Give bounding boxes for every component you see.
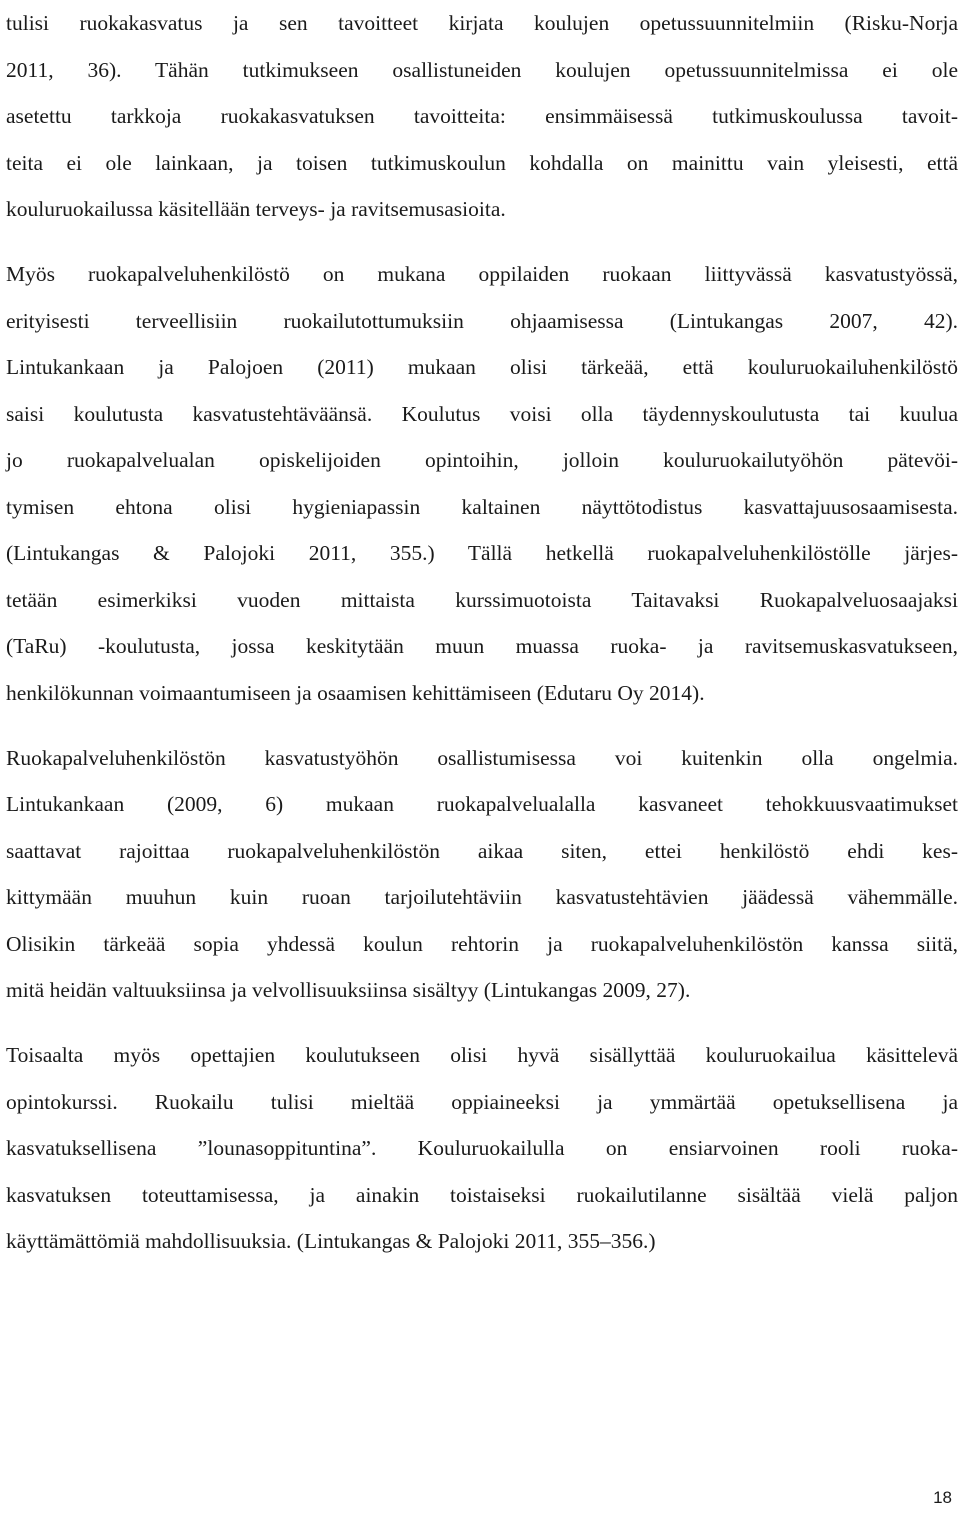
text-line: 2011, 36). Tähän tutkimukseen osallistuneiden koulujen opetussuunnitelmissa ei ole [6, 57, 958, 82]
document-page [6, 0, 958, 1265]
text-line: tetään esimerkiksi vuoden mittaista kurssimuotoista Taitavaksi Ruokapalveluosaajaksi [6, 587, 958, 612]
page-number: 18 [933, 1488, 952, 1507]
text-line: erityisesti terveellisiin ruokailutottumuksiin ohjaamisessa (Lintukangas 2007, 42). [6, 308, 958, 333]
text-line: käyttämättömiä mahdollisuuksia. (Lintukangas & Palojoki 2011, 355–356.) [6, 1229, 656, 1253]
text-line: Olisikin tärkeää sopia yhdessä koulun rehtorin ja ruokapalveluhenkilöstön kanssa siitä, [6, 931, 958, 956]
text-line: saattavat rajoittaa ruokapalveluhenkilöstön aikaa siten, ettei henkilöstö ehdi kes- [6, 838, 958, 863]
text-line: mitä heidän valtuuksiinsa ja velvollisuuksiinsa sisältyy (Lintukangas 2009, 27). [6, 978, 691, 1002]
text-line: Lintukankaan ja Palojoen (2011) mukaan olisi tärkeää, että kouluruokailuhenkilöstö [6, 355, 958, 379]
text-line: opintokurssi. Ruokailu tulisi mieltää oppiaineeksi ja ymmärtää opetuksellisena ja [6, 1089, 958, 1114]
text-line: kasvatuksen toteuttamisessa, ja ainakin toistaiseksi ruokailutilanne sisältää vielä paljon [6, 1182, 958, 1207]
text-line: jo ruokapalvelualan opiskelijoiden opintoihin, jolloin kouluruokailutyöhön pätevöi- [6, 448, 958, 472]
paragraph-3 [6, 735, 958, 1014]
paragraph-4 [6, 1032, 958, 1265]
text-line: henkilökunnan voimaantumiseen ja osaamisen kehittämiseen (Edutaru Oy 2014). [6, 680, 705, 705]
paragraph-spacer [6, 1014, 958, 1033]
text-line: Toisaalta myös opettajien koulutukseen olisi hyvä sisällyttää kouluruokailua käsittelevä [6, 1043, 958, 1067]
text-line: tymisen ehtona olisi hygieniapassin kaltainen näyttötodistus kasvattajuusosaamisesta. [6, 494, 958, 519]
text-line: asetettu tarkkoja ruokakasvatuksen tavoitteita: ensimmäisessä tutkimuskoulussa tavoit- [6, 104, 958, 128]
text-line: kasvatuksellisena ”lounasoppituntina”. Kouluruokailulla on ensiarvoinen rooli ruoka- [6, 1136, 958, 1160]
paragraph-spacer [6, 716, 958, 735]
text-line: (TaRu) -koulutusta, jossa keskitytään muun muassa ruoka- ja ravitsemuskasvatukseen, [6, 634, 958, 658]
text-line: kouluruokailussa käsitellään terveys- ja ravitsemusasioita. [6, 197, 506, 221]
paragraph-spacer [6, 233, 958, 252]
text-line: kittymään muuhun kuin ruoan tarjoilutehtäviin kasvatustehtävien jäädessä vähemmälle. [6, 885, 958, 909]
text-line: tulisi ruokakasvatus ja sen tavoitteet kirjata koulujen opetussuunnitelmiin (Risku-Norja [6, 11, 958, 35]
text-line: Ruokapalveluhenkilöstön kasvatustyöhön osallistumisessa voi kuitenkin olla ongelmia. [6, 745, 958, 770]
paragraph-2 [6, 251, 958, 716]
text-line: teita ei ole lainkaan, ja toisen tutkimuskoulun kohdalla on mainittu vain yleisesti, että [6, 150, 958, 175]
text-line: Lintukankaan (2009, 6) mukaan ruokapalvelualalla kasvaneet tehokkuusvaatimukset [6, 792, 958, 816]
text-line: Myös ruokapalveluhenkilöstö on mukana oppilaiden ruokaan liittyvässä kasvatustyössä, [6, 262, 958, 286]
paragraph-1 [6, 0, 958, 233]
text-line: saisi koulutusta kasvatustehtäväänsä. Koulutus voisi olla täydennyskoulutusta tai kuulua [6, 401, 958, 426]
text-line: (Lintukangas & Palojoki 2011, 355.) Tällä hetkellä ruokapalveluhenkilöstölle järjes- [6, 541, 958, 565]
